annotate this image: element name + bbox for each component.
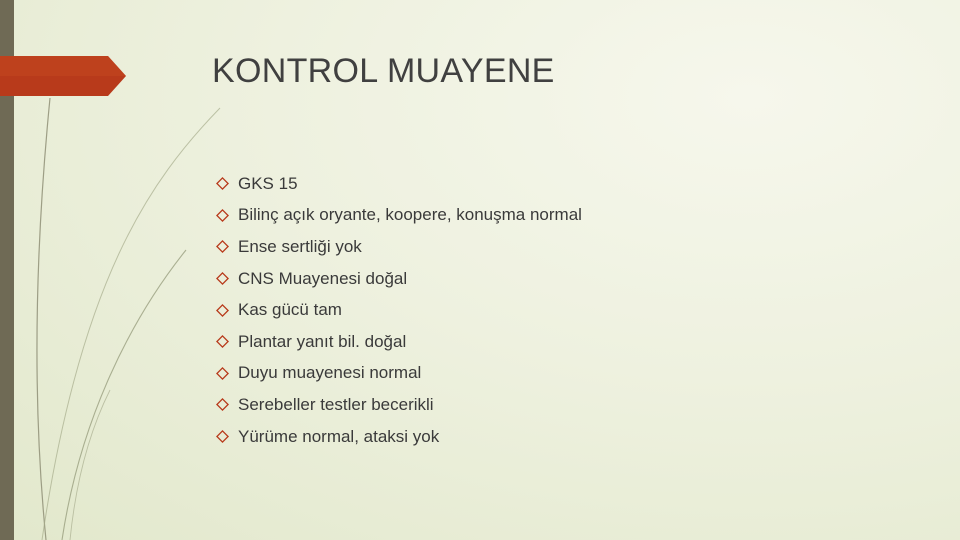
diamond-outline-icon <box>216 272 229 285</box>
bullet-item <box>216 231 582 263</box>
bullet-item <box>216 389 582 421</box>
bullet-item <box>216 358 582 390</box>
bullet-text: Bilinç açık oryante, koopere, konuşma normal <box>238 205 582 225</box>
bullet-item <box>216 200 582 232</box>
bullet-text: Duyu muayenesi normal <box>238 363 422 383</box>
bullet-item <box>216 294 582 326</box>
bullet-item <box>216 421 582 453</box>
accent-tab <box>0 56 126 96</box>
diamond-outline-icon <box>216 177 229 190</box>
bullet-text: Ense sertliği yok <box>238 236 362 256</box>
diamond-outline-icon <box>216 209 229 222</box>
diamond-outline-icon <box>216 367 229 380</box>
diamond-outline-icon <box>216 240 229 253</box>
bullet-text: Yürüme normal, ataksi yok <box>238 426 440 446</box>
diamond-outline-icon <box>216 304 229 317</box>
diamond-outline-icon <box>216 335 229 348</box>
diamond-outline-icon <box>216 430 229 443</box>
bullet-list <box>216 168 582 452</box>
bullet-text: GKS 15 <box>238 173 298 193</box>
diamond-outline-icon <box>216 398 229 411</box>
bullet-item <box>216 326 582 358</box>
bullet-text: CNS Muayenesi doğal <box>238 268 408 288</box>
bullet-text: Kas gücü tam <box>238 300 342 320</box>
bullet-text: Serebeller testler becerikli <box>238 394 434 414</box>
slide-title: KONTROL MUAYENE <box>212 52 555 90</box>
bullet-item <box>216 263 582 295</box>
bullet-text: Plantar yanıt bil. doğal <box>238 331 407 351</box>
bullet-item <box>216 168 582 200</box>
